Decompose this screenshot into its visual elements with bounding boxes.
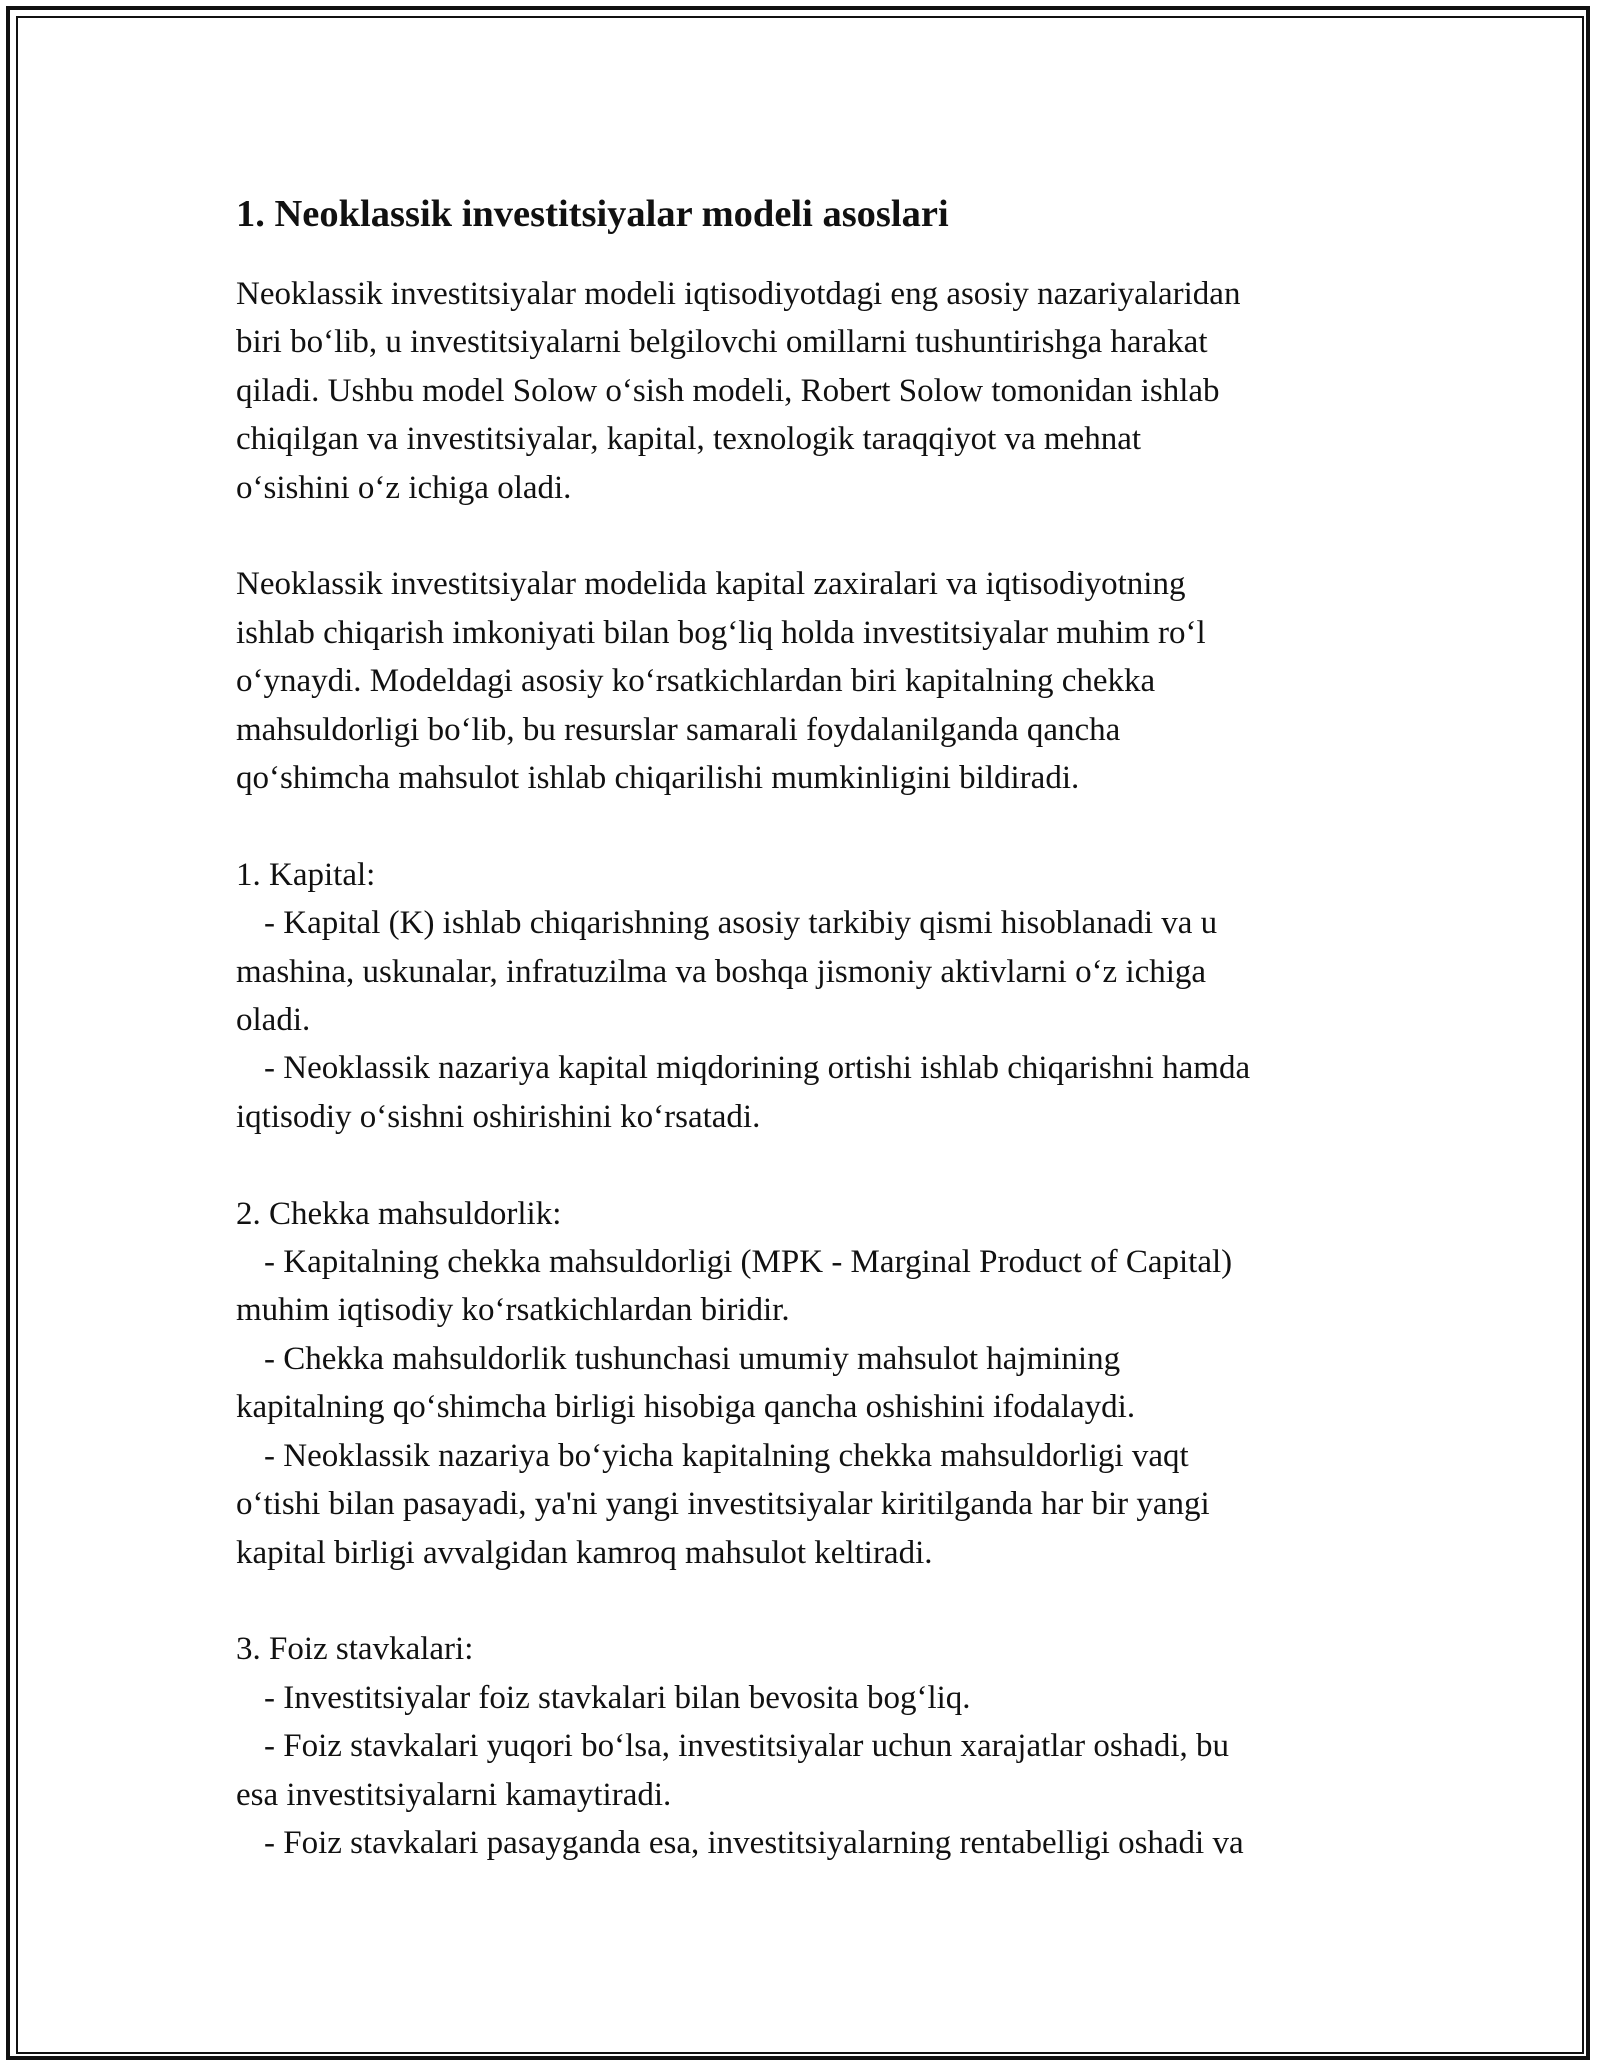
- paragraph-spacer: [236, 512, 1386, 560]
- section-kapital: [236, 851, 1386, 1141]
- bullet-line: - Investitsiyalar foiz stavkalari bilan bevosita bog‘liq.: [264, 1679, 971, 1716]
- section-heading: 1. Neoklassik investitsiyalar modeli asoslari: [236, 193, 949, 235]
- text-line: mashina, uskunalar, infratuzilma va boshqa jismoniy aktivlarni o‘z ichiga: [236, 953, 1207, 990]
- section-title: 1. Kapital:: [236, 856, 376, 893]
- section-title: 2. Chekka mahsuldorlik:: [236, 1195, 562, 1232]
- bullet-line: - Neoklassik nazariya kapital miqdorining ortishi ishlab chiqarishni hamda: [264, 1050, 1251, 1087]
- text-line: ishlab chiqarish imkoniyati bilan bog‘liq holda investitsiyalar muhim ro‘l: [236, 614, 1206, 651]
- text-line: o‘tishi bilan pasayadi, ya'ni yangi investitsiyalar kiritilganda har bir yangi: [236, 1486, 1210, 1523]
- text-line: iqtisodiy o‘sishni oshirishini ko‘rsatadi.: [236, 1098, 761, 1135]
- text-line: o‘sishini o‘z ichiga oladi.: [236, 469, 572, 506]
- bullet-line: - Kapitalning chekka mahsuldorligi (MPK - Marginal Product of Capital): [264, 1244, 1233, 1281]
- text-line: Neoklassik investitsiyalar modeli iqtisodiyotdagi eng asosiy nazariyalaridan: [236, 276, 1241, 312]
- bullet-line: - Foiz stavkalari yuqori bo‘lsa, investitsiyalar uchun xarajatlar oshadi, bu: [264, 1728, 1229, 1765]
- bullet-line: - Chekka mahsuldorlik tushunchasi umumiy mahsulot hajmining: [264, 1340, 1121, 1377]
- text-line: mahsuldorligi bo‘lib, bu resurslar samarali foydalanilganda qancha: [236, 711, 1121, 748]
- intro-paragraph-1: [236, 270, 1386, 512]
- text-line: Neoklassik investitsiyalar modelida kapital zaxiralari va iqtisodiyotning: [236, 566, 1186, 603]
- intro-paragraph-2: [236, 560, 1386, 802]
- text-line: biri bo‘lib, u investitsiyalarni belgilovchi omillarni tushuntirishga harakat: [236, 324, 1208, 361]
- text-line: muhim iqtisodiy ko‘rsatkichlardan biridir.: [236, 1292, 790, 1329]
- section-foiz-stavkalari: [236, 1625, 1386, 1867]
- text-line: qo‘shimcha mahsulot ishlab chiqarilishi mumkinligini bildiradi.: [236, 760, 1080, 797]
- text-line: chiqilgan va investitsiyalar, kapital, texnologik taraqqiyot va mehnat: [236, 421, 1142, 458]
- paragraph-spacer: [236, 1577, 1386, 1625]
- bullet-line: - Neoklassik nazariya bo‘yicha kapitalning chekka mahsuldorligi vaqt: [264, 1437, 1189, 1474]
- paragraph-spacer: [236, 802, 1386, 850]
- paragraph-spacer: [236, 1141, 1386, 1189]
- document-body: [236, 186, 1386, 1867]
- text-line: qiladi. Ushbu model Solow o‘sish modeli, Robert Solow tomonidan ishlab: [236, 372, 1220, 409]
- text-line: oladi.: [236, 1002, 311, 1039]
- section-title: 3. Foiz stavkalari:: [236, 1631, 474, 1668]
- bullet-line: - Foiz stavkalari pasayganda esa, investitsiyalarning rentabelligi oshadi va: [264, 1824, 1244, 1861]
- section-chekka-mahsuldorlik: [236, 1190, 1386, 1577]
- text-line: o‘ynaydi. Modeldagi asosiy ko‘rsatkichlardan biri kapitalning chekka: [236, 663, 1156, 700]
- bullet-line: - Kapital (K) ishlab chiqarishning asosiy tarkibiy qismi hisoblanadi va u: [264, 905, 1218, 942]
- text-line: esa investitsiyalarni kamaytiradi.: [236, 1776, 672, 1813]
- text-line: kapitalning qo‘shimcha birligi hisobiga qancha oshishini ifodalaydi.: [236, 1389, 1136, 1426]
- text-line: kapital birligi avvalgidan kamroq mahsulot keltiradi.: [236, 1534, 933, 1571]
